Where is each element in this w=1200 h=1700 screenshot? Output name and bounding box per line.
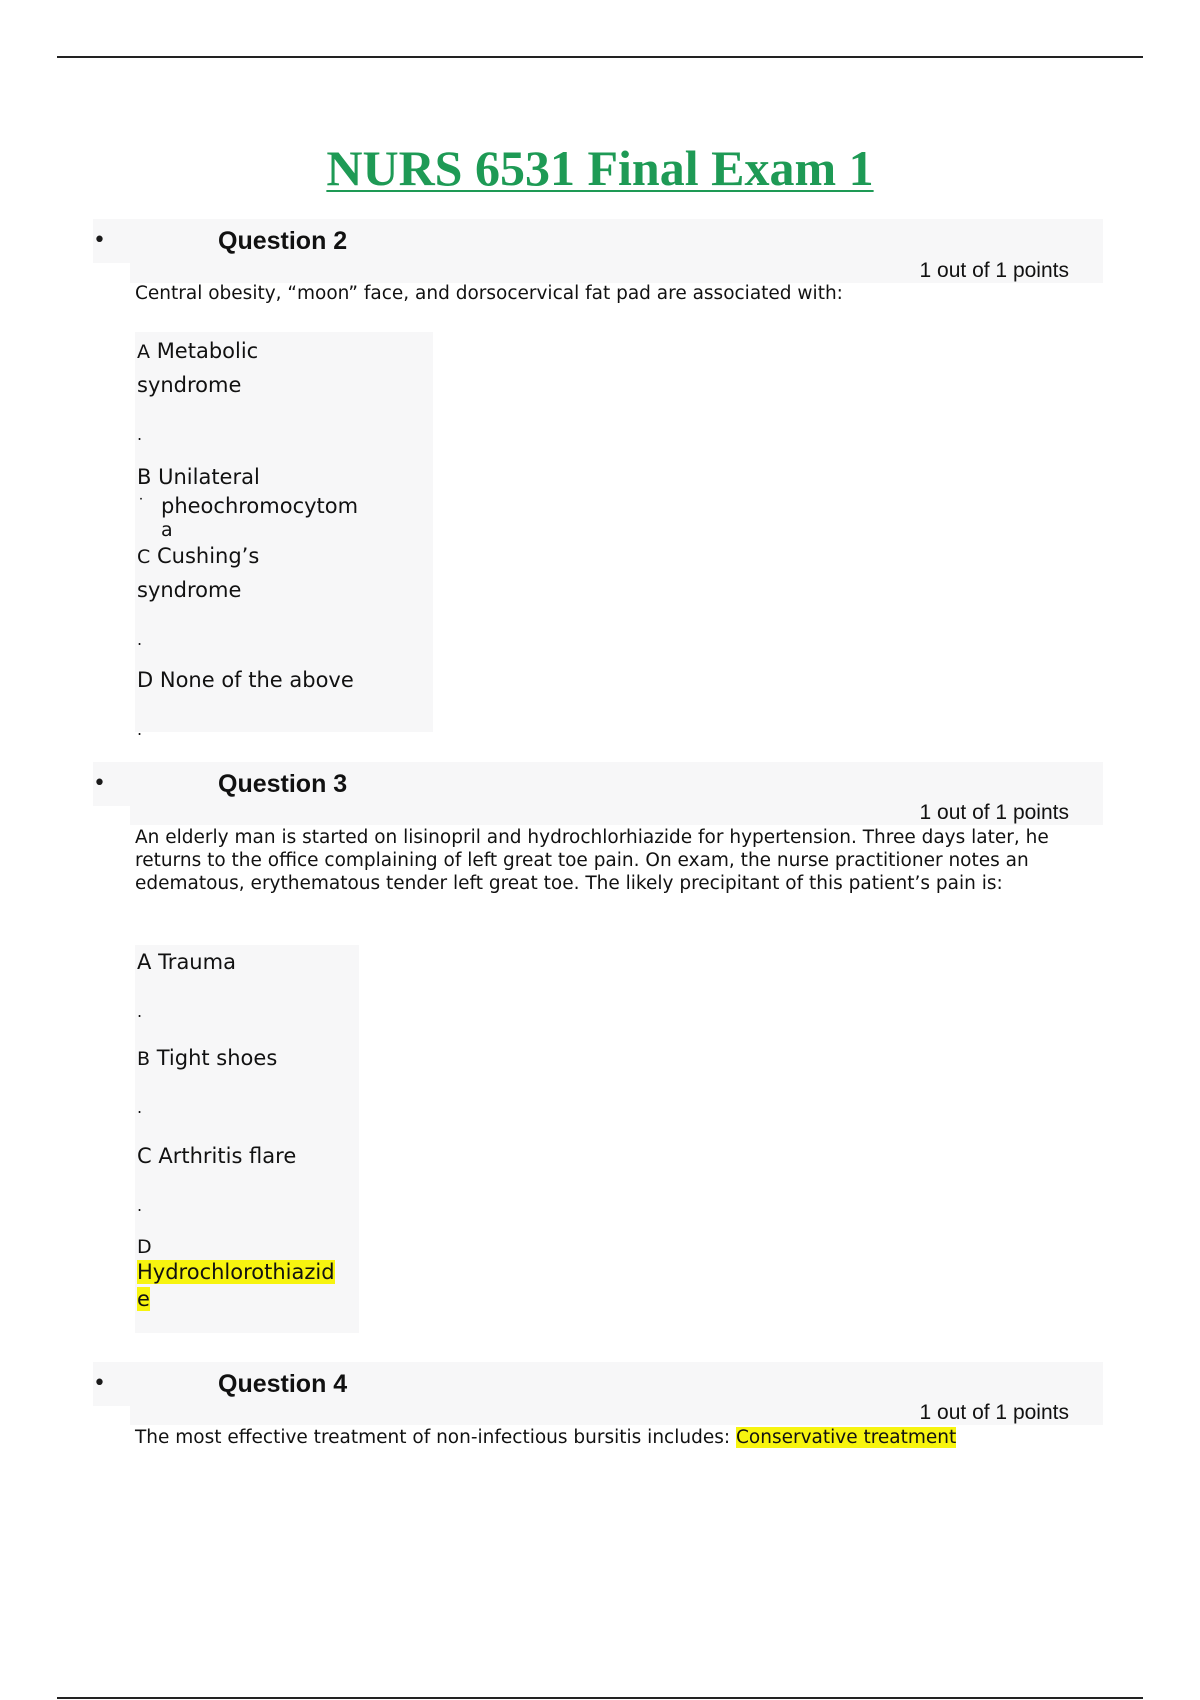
option-separator: . — [137, 1196, 143, 1215]
option-text: Tight shoes — [156, 1046, 278, 1070]
question-2-header — [93, 219, 1103, 263]
answer-option-b[interactable] — [137, 1043, 277, 1074]
bullet-icon: • — [93, 771, 106, 796]
answer-option-b-cont: pheochromocytom — [161, 494, 359, 518]
question-title: Question 2 — [218, 227, 348, 255]
question-2-points-bar — [130, 259, 1103, 283]
question-title: Question 3 — [218, 770, 348, 798]
answer-option-b-cont2: a — [161, 519, 173, 541]
answer-option-d[interactable] — [137, 665, 354, 695]
answer-option-c[interactable] — [137, 541, 259, 572]
option-text: Metabolic — [156, 339, 259, 363]
question-3-answers — [135, 945, 359, 1333]
option-separator: ˙ — [137, 495, 145, 514]
answer-option-c-cont: syndrome — [137, 578, 242, 602]
option-separator: . — [137, 630, 143, 649]
question-title: Question 4 — [218, 1370, 348, 1398]
question-4-header — [93, 1362, 1103, 1406]
bottom-rule — [57, 1697, 1143, 1699]
answer-option-d-text — [137, 1259, 335, 1286]
option-letter: B — [137, 1048, 151, 1070]
option-letter: B — [137, 465, 152, 489]
question-3-header — [93, 762, 1103, 806]
top-rule — [57, 56, 1143, 58]
option-letter: A — [137, 950, 152, 974]
option-separator: . — [137, 720, 143, 739]
document-title: NURS 6531 Final Exam 1 — [326, 140, 874, 196]
option-letter: A — [137, 341, 150, 363]
option-text: None of the above — [159, 668, 354, 692]
option-separator: . — [137, 1002, 143, 1021]
question-4-prompt: The most effective treatment of non-infectious bursitis includes: — [135, 1427, 731, 1448]
option-text: Arthritis flare — [158, 1144, 297, 1168]
question-3-text: An elderly man is started on lisinopril and hydrochlorhiazide for hypertension. Three days later, he returns to the office complaining of left great toe pain. On exam, the nurse practitioner notes an edematous, erythematous tender left great toe. The likely precipitant of this patient’s pain is: — [135, 827, 1049, 894]
answer-option-a-cont: syndrome — [137, 373, 242, 397]
option-text: Unilateral — [158, 465, 260, 489]
question-2-answers — [135, 332, 433, 739]
points-label: 1 out of 1 points — [919, 259, 1069, 282]
question-3-points-bar — [130, 801, 1103, 825]
answer-option-d[interactable]: D — [137, 1236, 152, 1258]
question-4-points-bar — [130, 1401, 1103, 1425]
answer-option-a[interactable] — [137, 336, 258, 367]
option-text: Cushing’s — [156, 544, 260, 568]
highlighted-answer: e — [137, 1287, 150, 1311]
question-2-text: Central obesity, “moon” face, and dorsocervical fat pad are associated with: — [135, 283, 843, 304]
answer-option-d-cont — [137, 1286, 150, 1313]
option-text: Trauma — [158, 950, 236, 974]
answer-option-b[interactable] — [137, 462, 260, 492]
option-letter: C — [137, 546, 151, 568]
points-label: 1 out of 1 points — [919, 801, 1069, 824]
highlighted-answer: Hydrochlorothiazid — [137, 1260, 335, 1284]
option-letter: D — [137, 668, 154, 692]
option-separator: . — [137, 425, 143, 444]
question-4-text — [135, 1426, 1095, 1449]
bullet-icon: • — [93, 1371, 106, 1396]
highlighted-answer: Conservative treatment — [735, 1427, 957, 1448]
option-letter: C — [137, 1144, 152, 1168]
answer-option-c[interactable] — [137, 1141, 296, 1171]
points-label: 1 out of 1 points — [919, 1401, 1069, 1424]
answer-option-a[interactable] — [137, 947, 236, 977]
option-separator: . — [137, 1098, 143, 1117]
bullet-icon: • — [93, 228, 106, 253]
